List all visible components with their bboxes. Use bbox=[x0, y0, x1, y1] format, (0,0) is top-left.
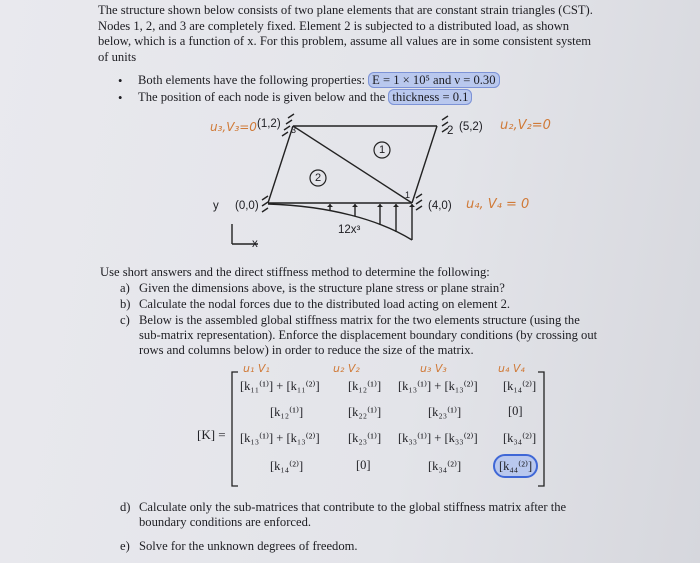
matrix-cell-3-4: [k₃₄⁽²⁾] bbox=[503, 431, 537, 445]
bullet-dot: • bbox=[118, 74, 123, 88]
matrix-cell-2-3: [k₂₃⁽¹⁾] bbox=[428, 405, 462, 419]
matrix-cell-4-3: [k₃₄⁽²⁾] bbox=[428, 459, 462, 473]
matrix-cell-4-4-circled: [k₄₄⁽²⁾] bbox=[493, 454, 538, 478]
matrix-cell-1-2: [k₁₂⁽¹⁾] bbox=[348, 379, 382, 393]
question-d: Calculate only the sub-matrices that contribute to the global stiffness matrix after the boundary conditions are enforced. bbox=[139, 500, 567, 530]
highlighted-properties: E = 1 × 10⁵ and ν = 0.30 bbox=[368, 72, 499, 88]
question-a-label: a) bbox=[120, 281, 130, 295]
handwritten-node3-bc: u₃,V₃=0 bbox=[210, 120, 257, 134]
col-head-1: u₁ V₁ bbox=[243, 362, 270, 375]
bullet-text: The position of each node is given below and the bbox=[138, 90, 386, 104]
node2-coord: (5,2) bbox=[459, 121, 483, 133]
matrix-cell-3-1: [k₁₃⁽¹⁾] + [k₁₃⁽²⁾] bbox=[240, 431, 320, 445]
load-label: 12x³ bbox=[338, 224, 361, 236]
node-3-number: 3 bbox=[291, 125, 297, 135]
node1-coord: (0,0) bbox=[235, 200, 259, 212]
node3-coord: (1,2) bbox=[257, 118, 281, 130]
bullet-properties bbox=[138, 73, 500, 88]
col-head-4: u₄ V₄ bbox=[498, 362, 525, 375]
col-head-2: u₂ V₂ bbox=[333, 362, 360, 375]
handwritten-node2-bc: u₂,V₂=0 bbox=[500, 118, 551, 133]
matrix-cell-3-3: [k₃₃⁽¹⁾] + [k₃₃⁽²⁾] bbox=[398, 431, 478, 445]
question-b-label: b) bbox=[120, 297, 131, 311]
question-c: Below is the assembled global stiffness matrix for the two elements structure (using the sub-matrix representation). Enforce the displacement boundary conditions (by crossing out rows and columns below) in order to reduce the size of the matrix. bbox=[139, 313, 598, 358]
matrix-cell-1-1: [k₁₁⁽¹⁾] + [k₁₁⁽²⁾] bbox=[240, 379, 320, 393]
matrix-cell-2-2: [k₂₂⁽¹⁾] bbox=[348, 405, 382, 419]
matrix-cell-3-2: [k₂₃⁽¹⁾] bbox=[348, 431, 382, 445]
bullet-text: Both elements have the following properties: bbox=[138, 73, 365, 87]
matrix-cell-2-1: [k₁₂⁽¹⁾] bbox=[270, 405, 304, 419]
intro-paragraph: The structure shown below consists of two plane elements that are constant strain triangles (CST). Nodes 1, 2, and 3 are completely fixed. Element 2 is subjected to a distributed load, as shown below, which is a function of x. For this problem, assume all values are in some consistent system of units bbox=[98, 3, 593, 64]
lead-text: Use short answers and the direct stiffness method to determine the following: bbox=[100, 265, 490, 279]
matrix-cell-4-2: [0] bbox=[356, 458, 371, 472]
matrix-cell-1-4: [k₁₄⁽²⁾] bbox=[503, 379, 537, 393]
x-axis-label: x bbox=[252, 238, 258, 250]
question-c-label: c) bbox=[120, 313, 130, 327]
question-a: Given the dimensions above, is the structure plane stress or plane strain? bbox=[139, 281, 505, 295]
matrix-cell-1-3: [k₁₃⁽¹⁾] + [k₁₃⁽²⁾] bbox=[398, 379, 478, 393]
highlighted-thickness: thickness = 0.1 bbox=[388, 89, 472, 105]
node4-coord: (4,0) bbox=[428, 200, 452, 212]
question-b: Calculate the nodal forces due to the distributed load acting on element 2. bbox=[139, 297, 511, 311]
handwritten-node4-bc: u₄, V₄ = 0 bbox=[466, 197, 530, 212]
element-1-label: 1 bbox=[379, 144, 386, 156]
col-head-3: u₃ V₃ bbox=[420, 362, 447, 375]
question-e: Solve for the unknown degrees of freedom. bbox=[139, 539, 358, 553]
y-axis-label: y bbox=[213, 200, 219, 212]
matrix-cell-4-1: [k₁₄⁽²⁾] bbox=[270, 459, 304, 473]
node-1-number: 1 bbox=[405, 190, 411, 200]
bullet-dot: • bbox=[118, 91, 123, 105]
question-d-label: d) bbox=[120, 500, 131, 514]
matrix-K-label: [K] = bbox=[197, 427, 226, 442]
matrix-cell-2-4: [0] bbox=[508, 404, 523, 418]
question-e-label: e) bbox=[120, 539, 130, 553]
node-2-number: 2 bbox=[447, 125, 454, 137]
element-2-label: 2 bbox=[315, 172, 322, 184]
bullet-position bbox=[138, 90, 472, 105]
